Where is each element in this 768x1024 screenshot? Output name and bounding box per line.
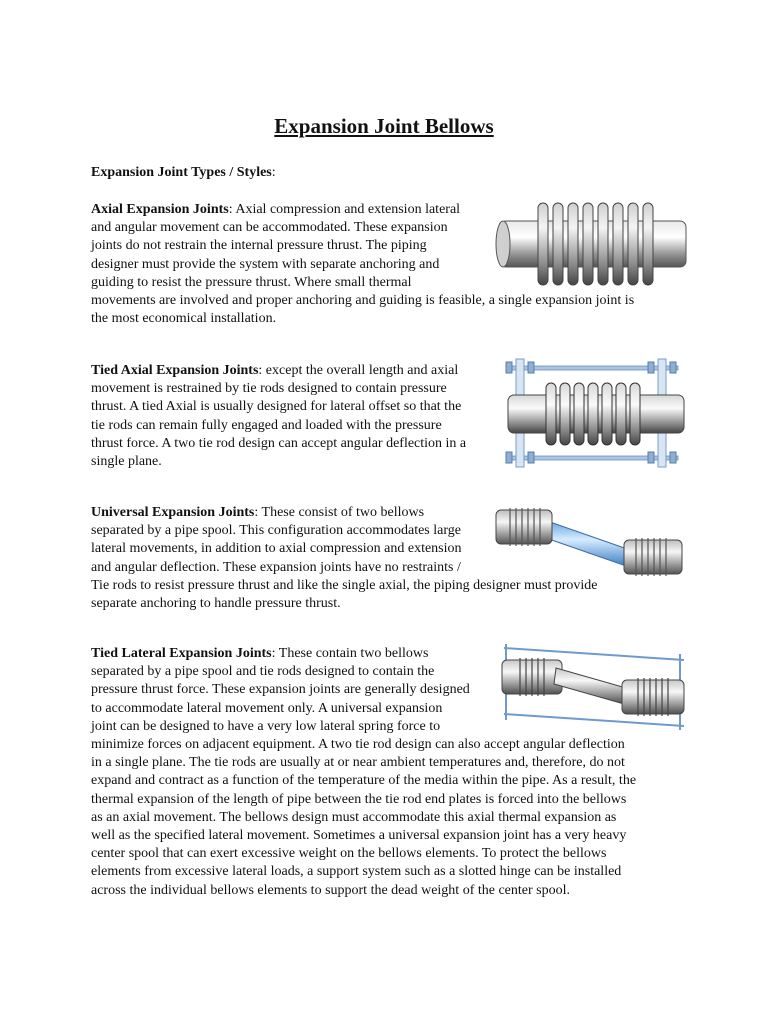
universal-line-5: Tie rods to resist pressure thrust and like the single axial, the piping designer must provide (91, 577, 598, 593)
axial-line-5: guiding to resist the pressure thrust. Where small thermal (91, 274, 412, 290)
tied-axial-heading: Tied Axial Expansion Joints (91, 363, 259, 378)
tied-lateral-line-3: pressure thrust force. These expansion joints are generally designed (91, 682, 470, 698)
tied-axial-line-2: movement is restrained by tie rods designed to contain pressure (91, 381, 447, 397)
universal-text-1: : These consist of two bellows (254, 505, 425, 520)
axial-text-1: : Axial compression and extension lateral (228, 202, 461, 217)
tied-lateral-line-4: to accommodate lateral movement only. A universal expansion (91, 700, 443, 716)
axial-line-7: the most economical installation. (91, 311, 277, 327)
types-subheading-text: Expansion Joint Types / Styles (91, 165, 272, 180)
tied-lateral-figure (496, 640, 690, 734)
document-title: Expansion Joint Bellows (274, 114, 494, 138)
axial-heading: Axial Expansion Joints (91, 202, 229, 217)
tied-lateral-line-2: separated by a pipe spool and tie rods designed to contain the (91, 664, 435, 680)
tied-axial-text-1: : except the overall length and axial (258, 363, 459, 378)
axial-line-3: joints do not restrain the internal pressure thrust. The piping (91, 238, 427, 254)
tied-lateral-line-10: as an axial movement. The bellows design must accommodate this axial thermal expansion as (91, 809, 617, 825)
tied-lateral-text-1: : These contain two bellows (271, 646, 429, 661)
tied-lateral-line-14: across the individual bellows elements to support the dead weight of the center spool. (91, 882, 570, 898)
types-subheading-colon: : (271, 165, 276, 180)
tied-axial-line-6: single plane. (91, 454, 162, 470)
axial-line-6: movements are involved and proper anchoring and guiding is feasible, a single expansion joint is (91, 293, 635, 309)
tied-lateral-line-12: center spool that can exert excessive weight on the bellows elements. To protect the bellows (91, 846, 607, 862)
tied-axial-line-4: tie rods can remain fully engaged and loaded with the pressure (91, 417, 442, 433)
universal-figure (490, 500, 686, 578)
tied-axial-line-5: thrust force. A two tie rod design can accept angular deflection in a (91, 435, 467, 451)
universal-line-4: and angular deflection. These expansion joints have no restraints / (91, 559, 461, 575)
axial-line-2: and angular movement can be accommodated. These expansion (91, 220, 448, 236)
tied-lateral-line-6: minimize forces on adjacent equipment. A two tie rod design can also accept angular deflection (91, 737, 625, 753)
axial-line-4: designer must provide the system with separate anchoring and (91, 256, 440, 272)
universal-line-6: separate anchoring to handle pressure thrust. (91, 596, 341, 612)
universal-line-3: lateral movements, in addition to axial compression and extension (91, 541, 462, 557)
tied-lateral-line-11: well as the specified lateral movement. Sometimes a universal expansion joint has a very heavy (91, 828, 627, 844)
tied-lateral-line-5: joint can be designed to have a very low lateral spring force to (91, 718, 441, 734)
tied-lateral-line-7: in a single plane. The tie rods are usually at or near ambient temperatures and, therefore, do not (91, 755, 625, 771)
types-subheading (91, 165, 276, 181)
tied-lateral-heading: Tied Lateral Expansion Joints (91, 646, 272, 661)
tied-lateral-line-8: expand and contract as a function of the temperature of the media within the pipe. As a result, the (91, 773, 637, 789)
tied-axial-line-3: thrust. A tied Axial is usually designed for lateral offset so that the (91, 399, 462, 415)
tied-axial-figure (498, 355, 688, 471)
universal-line-2: separated by a pipe spool. This configuration accommodates large (91, 523, 461, 539)
axial-bellows-figure (494, 197, 688, 289)
tied-lateral-line-9: thermal expansion of the length of pipe between the tie rod end plates is forced into the bellows (91, 791, 627, 807)
tied-axial-convolutions (546, 383, 640, 445)
universal-heading: Universal Expansion Joints (91, 505, 255, 520)
tied-lateral-line-13: elements from excessive lateral loads, a support system such as a slotted hinge can be installed (91, 864, 622, 880)
